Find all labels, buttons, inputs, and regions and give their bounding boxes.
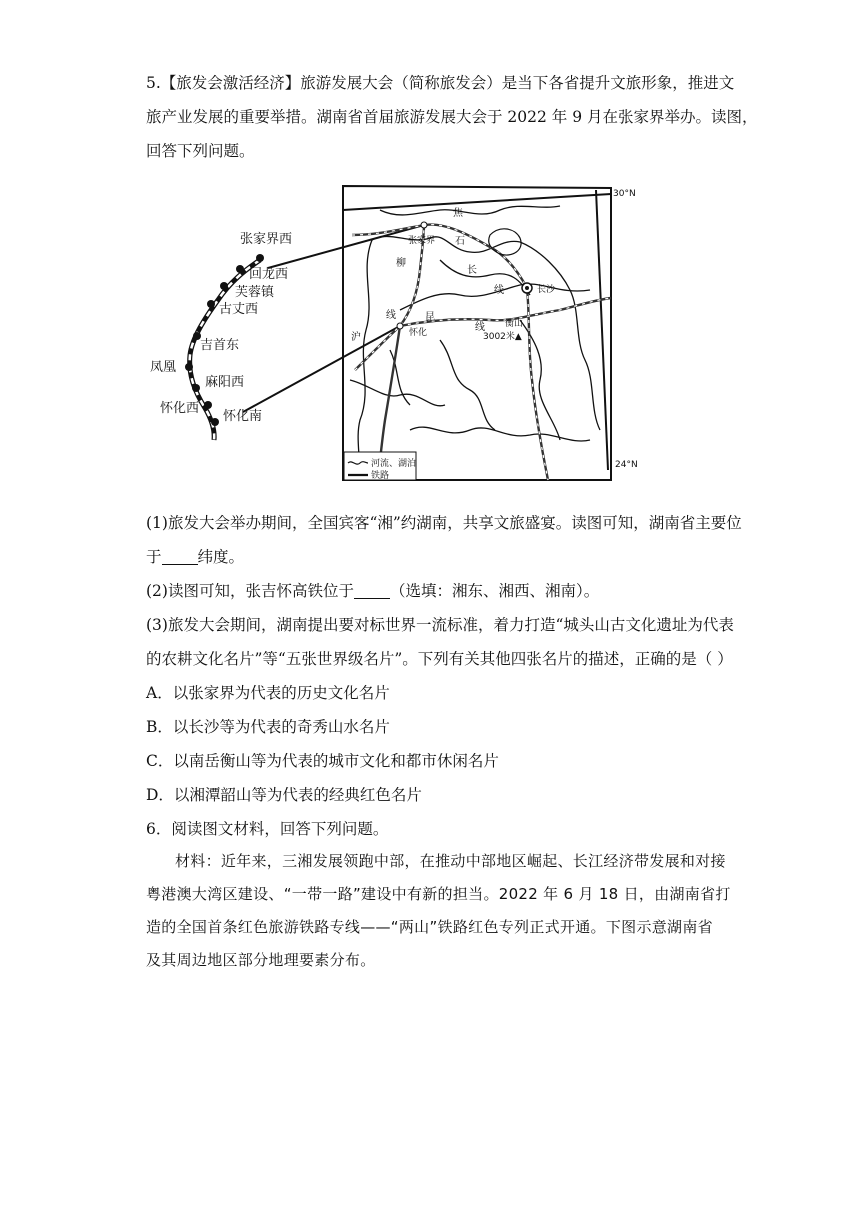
station-dot <box>185 363 193 371</box>
sub2-suffix: （选填：湘东、湘西、湘南）。 <box>389 582 600 600</box>
map-legend <box>344 452 416 481</box>
city-dot-changsha-center <box>525 286 529 290</box>
q6-material-line-4: 及其周边地区部分地理要素分布。 <box>146 951 376 969</box>
station-label: 怀化西 <box>160 401 200 416</box>
railway-char: 石 <box>455 236 465 247</box>
lat-24n-label: 24°N <box>615 460 638 470</box>
station-label: 吉首东 <box>200 338 240 353</box>
station-label: 张家界西 <box>240 232 293 247</box>
answer-blank-2[interactable] <box>354 582 390 599</box>
q5-sub1-line-1: (1)旅发大会举办期间，全国宾客“湘”约湖南，共享文旅盛宴。读图可知，湖南省主要位 <box>146 514 742 532</box>
sub1-suffix: 纬度。 <box>197 548 245 566</box>
city-label-zhangjiajie: 张家界 <box>408 236 436 246</box>
mountain-label-hengshan: 衡山 <box>505 319 524 329</box>
station-dot <box>192 384 200 392</box>
railway-char: 线 <box>386 310 396 321</box>
station-dot <box>256 254 264 262</box>
station-label: 回龙西 <box>249 267 289 282</box>
option-c[interactable]: C．以南岳衡山等为代表的城市文化和都市休闲名片 <box>146 752 499 770</box>
railway-char: 柳 <box>396 258 406 269</box>
station-label: 古丈西 <box>219 302 259 317</box>
railway-char: 焦 <box>453 208 463 219</box>
q5-line-1: 5.【旅发会激活经济】旅游发展大会（简称旅发会）是当下各省提升文旅形象，推进文 <box>146 74 735 92</box>
option-b[interactable]: B．以长沙等为代表的奇秀山水名片 <box>146 718 390 736</box>
sub1-prefix: 于 <box>146 548 162 566</box>
railway-char: 线 <box>475 322 485 333</box>
legend-river-label: 河流、湖泊 <box>371 459 417 469</box>
q6-material-line-2: 粤港澳大湾区建设、“一带一路”建设中有新的担当。2022 年 6 月 18 日，由湖南省打 <box>146 885 731 903</box>
station-label: 麻阳西 <box>205 375 245 390</box>
station-label: 怀化南 <box>223 409 263 424</box>
hunan-map-figure <box>0 180 860 490</box>
q5-sub1-line-2 <box>146 547 244 567</box>
railway-char: 线 <box>494 285 504 296</box>
station-label: 凤凰 <box>150 360 177 375</box>
station-dot <box>207 300 215 308</box>
q5-sub2-line <box>146 581 599 601</box>
boundaries <box>350 206 600 480</box>
q6-material-line-3: 造的全国首条红色旅游铁路专线——“两山”铁路红色专列正式开通。下图示意湖南省 <box>146 918 713 936</box>
legend-rail-label: 铁路 <box>371 471 390 481</box>
answer-blank-1[interactable] <box>162 548 198 565</box>
q5-sub3-line-1: (3)旅发大会期间，湖南提出要对标世界一流标准，着力打造“城头山古文化遗址为代表 <box>146 616 734 634</box>
mountain-elevation: 3002米▲ <box>483 332 522 342</box>
railway-char: 沪 <box>351 332 361 343</box>
station-dot <box>211 418 219 426</box>
station-dot <box>204 401 212 409</box>
city-dot-zhangjiajie <box>421 222 427 228</box>
q6-title: 6．阅读图文材料，回答下列问题。 <box>146 820 389 838</box>
railway-char: 长 <box>467 265 477 276</box>
q6-material-line-1: 材料：近年来，三湘发展领跑中部，在推动中部地区崛起、长江经济带发展和对接 <box>175 852 726 870</box>
station-label: 芙蓉镇 <box>235 285 275 300</box>
pointer-line-huaihua <box>243 326 400 412</box>
station-dot <box>236 265 244 273</box>
lat-30n-label: 30°N <box>613 189 636 199</box>
option-d[interactable]: D．以湘潭韶山等为代表的经典红色名片 <box>146 786 422 804</box>
railway-char: 昆 <box>425 312 435 323</box>
city-label-changsha: 长沙 <box>537 285 556 295</box>
option-a[interactable]: A．以张家界为代表的历史文化名片 <box>146 684 390 702</box>
q5-line-3: 回答下列问题。 <box>146 142 255 160</box>
station-dot <box>220 282 228 290</box>
sub2-prefix: (2)读图可知，张吉怀高铁位于 <box>146 582 354 600</box>
city-dot-huaihua <box>397 323 403 329</box>
city-label-huaihua: 怀化 <box>409 328 428 338</box>
q5-line-2: 旅产业发展的重要举措。湖南省首届旅游发展大会于 2022 年 9 月在张家界举办。读图， <box>146 108 758 126</box>
q5-sub3-line-2: 的农耕文化名片”等“五张世界级名片”。下列有关其他四张名片的描述，正确的是（ ） <box>146 650 733 668</box>
